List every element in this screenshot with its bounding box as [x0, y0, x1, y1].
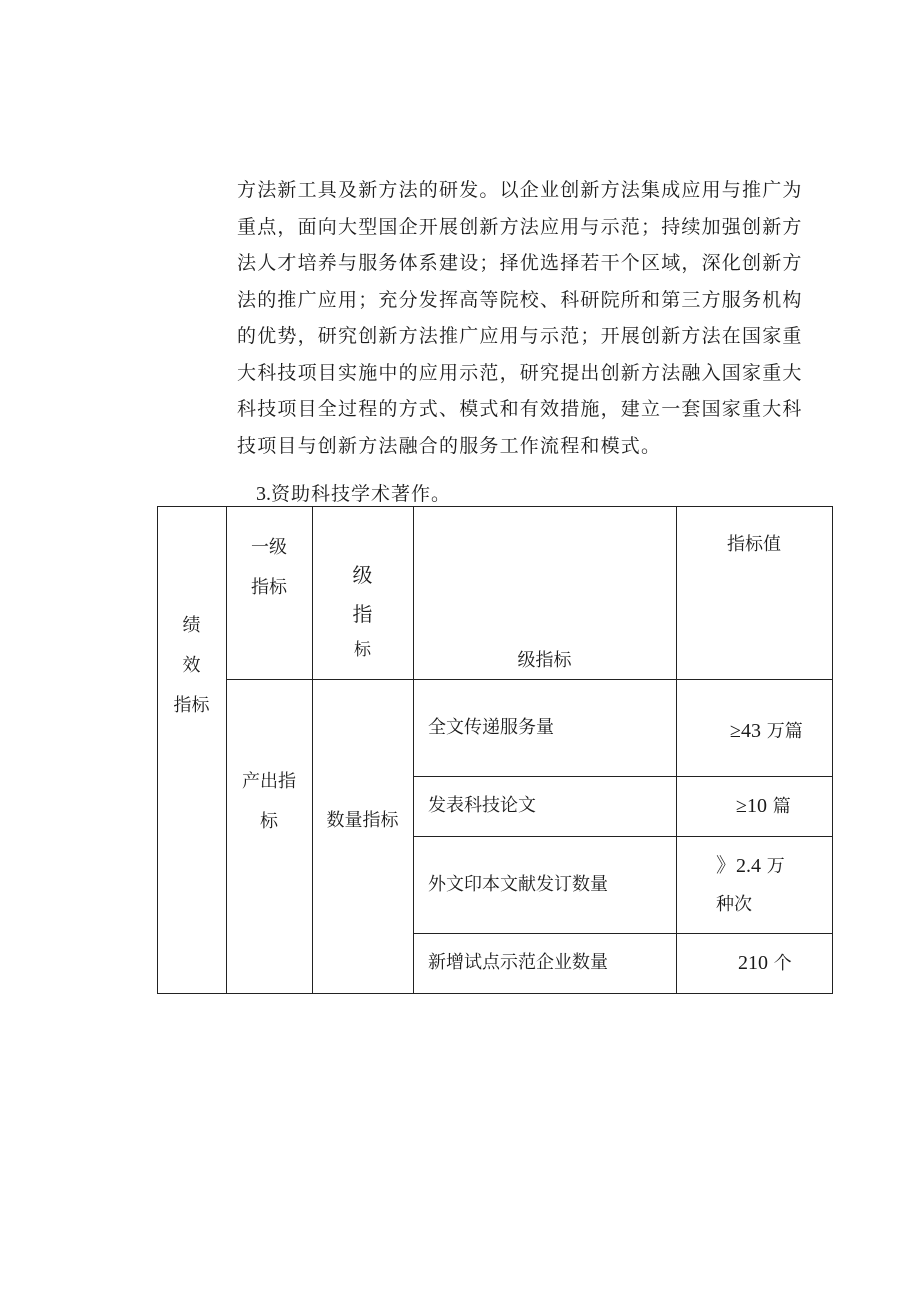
header-level1-line: 指标	[251, 577, 287, 598]
table-divider	[413, 776, 833, 777]
row-value-unit: 万	[761, 856, 785, 877]
row-value	[676, 787, 832, 826]
row-value-number: 》2.4	[716, 855, 761, 877]
level1-value-line: 标	[260, 811, 278, 832]
row-value-unit: 万篇	[760, 721, 803, 742]
level2-value: 数量指标	[326, 810, 399, 831]
header-level3: 级指标	[517, 650, 572, 671]
performance-table	[157, 506, 833, 994]
table-border-top	[157, 506, 833, 507]
row-indicator: 全文传递服务量	[428, 717, 554, 738]
paragraph-line: 大科技项目实施中的应用示范，研究提出创新方法融入国家重大	[237, 361, 803, 384]
paragraph-line: 法人才培养与服务体系建设；择优选择若干个区域，深化创新方	[237, 252, 803, 274]
row-value-number: ≥43	[730, 720, 761, 742]
table-border-left	[157, 506, 158, 994]
col1-label-line: 指标	[173, 695, 210, 716]
table-divider	[413, 836, 833, 837]
header-level2-line: 指	[352, 602, 373, 626]
section-heading	[256, 479, 451, 509]
level1-value-line: 产出指	[242, 771, 296, 792]
section-number: 3.	[256, 483, 271, 505]
row-indicator: 发表科技论文	[428, 795, 536, 816]
table-border-right	[832, 506, 833, 994]
paragraph-line: 的优势，研究创新方法推广应用与示范；开展创新方法在国家重	[237, 325, 803, 347]
level1-value	[226, 762, 312, 842]
paragraph-line: 重点，面向大型国企开展创新方法应用与示范；持续加强创新方	[237, 215, 803, 238]
row-indicator: 新增试点示范企业数量	[428, 952, 608, 973]
col1-label-line: 效	[182, 655, 201, 676]
row-value	[676, 944, 832, 983]
header-level1	[226, 528, 312, 608]
table-divider	[413, 933, 833, 934]
row-value-line: 种次	[716, 894, 752, 915]
paragraph-line: 法的推广应用；充分发挥高等院校、科研院所和第三方服务机构	[237, 288, 803, 311]
header-level1-line: 一级	[251, 537, 287, 558]
header-level2	[312, 554, 413, 668]
header-value: 指标值	[727, 534, 781, 555]
row-value-number: 210	[738, 952, 768, 974]
paragraph-line: 方法新工具及新方法的研发。以企业创新方法集成应用与推广为	[237, 179, 803, 201]
row-value	[676, 847, 832, 924]
header-level2-line: 标	[354, 640, 371, 660]
table-divider	[413, 506, 414, 994]
row-indicator: 外文印本文献发订数量	[428, 874, 608, 895]
col1-label-line: 绩	[182, 615, 201, 636]
row-value-number: ≥10	[736, 795, 767, 817]
table-border-bottom	[157, 993, 833, 994]
row-value	[676, 712, 832, 751]
table-divider	[226, 679, 833, 680]
section-title: 资助科技学术著作。	[271, 483, 452, 505]
paragraph-line: 技项目与创新方法融合的服务工作流程和模式。	[237, 434, 662, 457]
row-value-line	[716, 847, 832, 886]
row-value-unit: 个	[768, 953, 792, 974]
paragraph-line: 科技项目全过程的方式、模式和有效措施，建立一套国家重大科	[237, 398, 803, 420]
row-value-unit: 篇	[766, 796, 791, 817]
header-level2-line: 级	[352, 563, 373, 587]
body-paragraph	[237, 172, 837, 464]
col1-label	[157, 606, 226, 726]
